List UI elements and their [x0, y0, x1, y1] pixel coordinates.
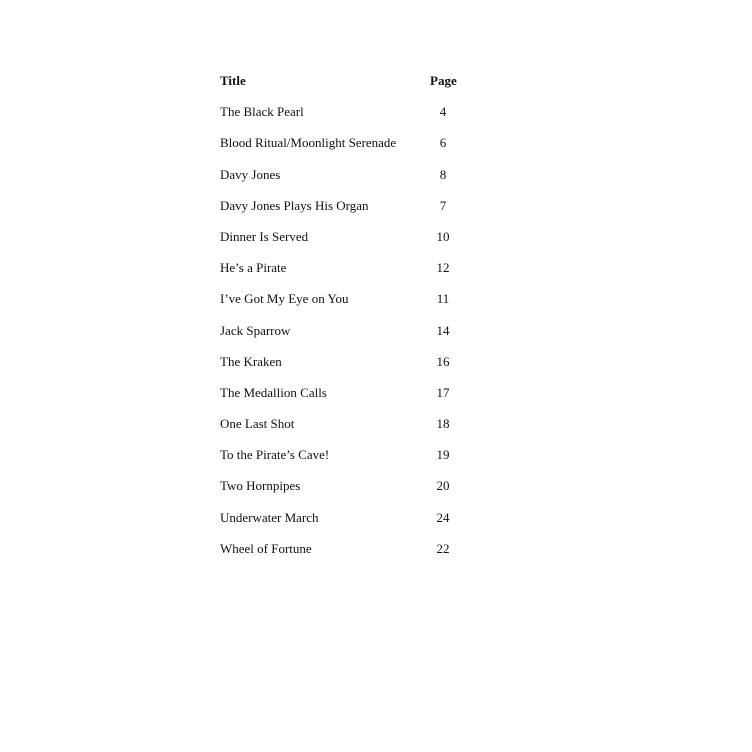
- toc-entry: [220, 415, 480, 446]
- toc-entry: [220, 259, 480, 290]
- toc-entry: [220, 446, 480, 477]
- entry-page-number: 19: [436, 447, 450, 463]
- entry-page-number: 10: [436, 228, 450, 244]
- entry-page-number: 8: [439, 166, 447, 182]
- entry-title: Two Hornpipes: [220, 478, 301, 494]
- entry-title: The Kraken: [220, 353, 282, 369]
- entry-page-number: 22: [436, 540, 450, 556]
- entry-title: One Last Shot: [220, 416, 295, 432]
- entry-title: Davy Jones: [220, 166, 281, 182]
- entry-title: To the Pirate’s Cave!: [220, 447, 330, 463]
- entry-title: Dinner Is Served: [220, 228, 309, 244]
- entry-page-number: 14: [436, 322, 450, 338]
- toc-entry: [220, 290, 480, 321]
- toc-entry: [220, 540, 480, 571]
- toc-entry: [220, 322, 480, 353]
- entry-page-number: 24: [436, 509, 450, 525]
- entry-page-number: 16: [436, 353, 450, 369]
- entry-title: I’ve Got My Eye on You: [220, 291, 349, 307]
- toc-entry: [220, 477, 480, 508]
- title-column-header: Title: [220, 73, 246, 88]
- entry-title: Wheel of Fortune: [220, 540, 312, 556]
- toc-entry: [220, 384, 480, 415]
- entry-title: The Black Pearl: [220, 104, 304, 120]
- toc-entry: [220, 197, 480, 228]
- toc-entry: [220, 134, 480, 165]
- entry-title: Blood Ritual/Moonlight Serenade: [220, 135, 397, 151]
- entry-page-number: 18: [436, 416, 450, 432]
- entry-page-number: 4: [439, 104, 447, 120]
- entry-page-number: 7: [439, 197, 447, 213]
- table-of-contents: [220, 72, 480, 571]
- entry-page-number: 6: [439, 135, 447, 151]
- entry-title: Underwater March: [220, 509, 319, 525]
- entry-page-number: 17: [436, 384, 450, 400]
- entry-title: Jack Sparrow: [220, 322, 291, 338]
- entry-page-number: 20: [436, 478, 450, 494]
- toc-entry: [220, 509, 480, 540]
- entry-page-number: 11: [436, 291, 450, 307]
- toc-entry: [220, 103, 480, 134]
- toc-entry: [220, 353, 480, 384]
- entry-title: He’s a Pirate: [220, 260, 287, 276]
- page-column-header: Page: [430, 73, 457, 88]
- toc-entry: [220, 228, 480, 259]
- entry-page-number: 12: [436, 260, 450, 276]
- entry-title: The Medallion Calls: [220, 384, 327, 400]
- toc-entry: [220, 166, 480, 197]
- toc-header-row: [220, 72, 480, 103]
- entry-title: Davy Jones Plays His Organ: [220, 197, 369, 213]
